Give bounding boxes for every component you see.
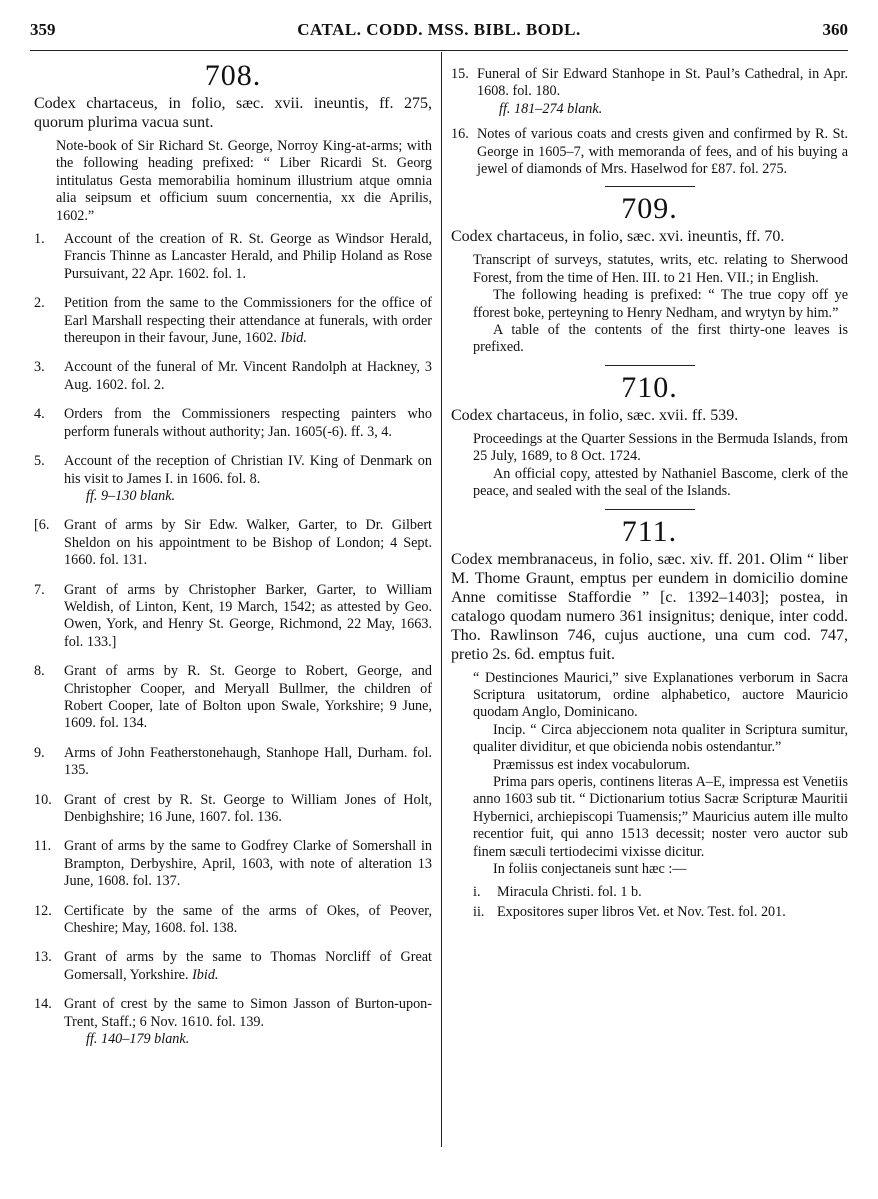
- header-rule: [30, 50, 848, 51]
- page-number-left: 359: [30, 20, 56, 39]
- entry-number-711: 711.: [621, 514, 678, 548]
- entry-number-708: 708.: [204, 59, 262, 92]
- list-item: 7. Grant of arms by Christopher Barker, Garter, to William Weldish, of Linton, Kent, 19 March, 1542; as attested by Geo. Owen, York, and Henry St. George, Richmond, 22 May, 1663. fol. 133.]: [34, 581, 432, 650]
- list-item: 1. Account of the creation of R. St. George as Windsor Herald, Francis Thinne as Lancaster Herald, and Philip Holand as Rose Pursuivant, 22 Apr. 1602. fol. 1.: [34, 231, 432, 282]
- entry-number-710: 710.: [621, 370, 678, 404]
- list-item: 13. Grant of arms by the same to Thomas Norcliff of Great Gomersall, Yorkshire. Ibid.: [34, 949, 432, 983]
- left-column: [34, 60, 432, 1060]
- page-number-right: 360: [822, 20, 848, 39]
- entry-divider: [605, 509, 695, 510]
- content-description-708: Note-book of Sir Richard St. George, Norroy King-at-arms; with the following heading prefixed: “ Liber Ricardi St. Georg intitulatus Gesta memorabilia hominum illustrium atque omnia alia seipsum et officium suum concernentia, xx die Aprilis, 1602.”: [56, 138, 432, 224]
- right-column: [451, 66, 848, 923]
- list-item: ii. Expositores super libros Vet. et Nov. Test. fol. 201.: [473, 903, 786, 920]
- entry-divider: [605, 186, 695, 187]
- list-item: 5. Account of the reception of Christian IV. King of Denmark on his visit to James I. in 1606. fol. 8. ff. 9–130 blank.: [34, 453, 432, 504]
- list-item: 12. Certificate by the same of the arms of Okes, of Peover, Cheshire; May, 1608. fol. 138.: [34, 902, 432, 937]
- column-divider: [441, 52, 442, 1147]
- codex-description-711: Codex membranaceus, in folio, sæc. xiv. ff. 201. Olim “ liber M. Thome Graunt, emptus per eundem in domicilio domine Anne comitisse Staffordie ” [c. 1392–1403]; postea, in catalogo quodam numero 361 insignitus; denique, inter codd. Tho. Rawlinson 746, cujus auctione, una cum cod. 747, pretio 2s. 6d. emptus fuit.: [451, 550, 848, 663]
- codex-description-709: Codex chartaceus, in folio, sæc. xvi. ineuntis, ff. 70.: [451, 228, 785, 246]
- list-item: 8. Grant of arms by R. St. George to Robert, George, and Christopher Cooper, and Meryall Bullmer, the children of Robert Cooper, late of Bolton upon Swale, Yorkshire; 9 June, 1609. fol. 134.: [34, 663, 432, 732]
- entry-number-709: 709.: [621, 192, 678, 226]
- codex-description-708: Codex chartaceus, in folio, sæc. xvii. ineuntis, ff. 275, quorum plurima vacua sunt.: [34, 95, 432, 131]
- codex-description-710: Codex chartaceus, in folio, sæc. xvii. ff. 539.: [451, 406, 739, 424]
- content-description-711: “ Destinciones Maurici,” sive Explanationes verborum in Sacra Scriptura usitatorum, ordine alphabetico, auctore Mauricio quodam Anglo, Dominicano. Incip. “ Circa abjeccionem nota qualiter in Scriptura sumitur, qualiter dividitur, et que obicienda nobis ostendantur.” Præmissus est index vocabulorum. Prima pars operis, continens literas A–E, impressa est Venetiis anno 1603 sub tit. “ Dictionarium totius Sacræ Scripturæ Mauritii Hybernici, archiepiscopi Tuamensis;” Mauricius autem ille multo recentior fuit, qui anno 1513 decessit; noster vero auctor sub finem sæculi tertiodecimi vixisse dicitur. In foliis conjectaneis sunt hæc :—: [473, 669, 848, 877]
- running-title: CATAL. CODD. MSS. BIBL. BODL.: [297, 20, 581, 39]
- list-item: 16. Notes of various coats and crests given and confirmed by R. St. George in 1605–7, with memoranda of fees, and of his buying a jewel of diamonds of Mrs. Haselwod for £87. fol. 275.: [451, 126, 848, 178]
- content-description-710: Proceedings at the Quarter Sessions in the Bermuda Islands, from 25 July, 1689, to 8 Oct. 1724. An official copy, attested by Nathaniel Bascome, clerk of the peace, and sealed with the seal of the Islands.: [473, 430, 848, 500]
- list-item: 10. Grant of crest by R. St. George to William Jones of Holt, Denbighshire; 16 June, 1607. fol. 136.: [34, 791, 432, 825]
- entry-divider: [605, 365, 695, 366]
- list-item: [6. Grant of arms by Sir Edw. Walker, Garter, to Dr. Gilbert Sheldon on his appointment to be Bishop of London; 4 Sept. 1660. fol. 131.: [34, 517, 432, 569]
- list-item: 4. Orders from the Commissioners respecting painters who perform funerals without authority; Jan. 1605(-6). ff. 3, 4.: [34, 406, 432, 440]
- list-item: 11. Grant of arms by the same to Godfrey Clarke of Somershall in Brampton, Derbyshire, April, 1603, with note of alteration 13 June, 1608. fol. 137.: [34, 838, 432, 890]
- list-item: 15. Funeral of Sir Edward Stanhope in St. Paul’s Cathedral, in Apr. 1608. fol. 180. ff. 181–274 blank.: [451, 66, 848, 117]
- list-item: 14. Grant of crest by the same to Simon Jasson of Burton-upon-Trent, Staff.; 6 Nov. 1610. fol. 139. ff. 140–179 blank.: [34, 996, 432, 1048]
- content-description-709: Transcript of surveys, statutes, writs, etc. relating to Sherwood Forest, from the time of Hen. III. to 21 Hen. VII.; in English. The following heading is prefixed: “ The true copy off ye fforest boke, perteyning to Henry Nedham, and wrytyn by him.” A table of the contents of the first thirty-one leaves is prefixed.: [473, 252, 848, 356]
- list-item: 2. Petition from the same to the Commissioners for the office of Earl Marshall respecting their attendance at funerals, with order thereupon in their favour, June, 1602. Ibid.: [34, 295, 432, 347]
- list-item: 3. Account of the funeral of Mr. Vincent Randolph at Hackney, 3 Aug. 1602. fol. 2.: [34, 359, 432, 393]
- list-item: 9. Arms of John Featherstonehaugh, Stanhope Hall, Durham. fol. 135.: [34, 744, 432, 779]
- page-header: [30, 20, 848, 48]
- list-item: i. Miracula Christi. fol. 1 b.: [473, 884, 642, 901]
